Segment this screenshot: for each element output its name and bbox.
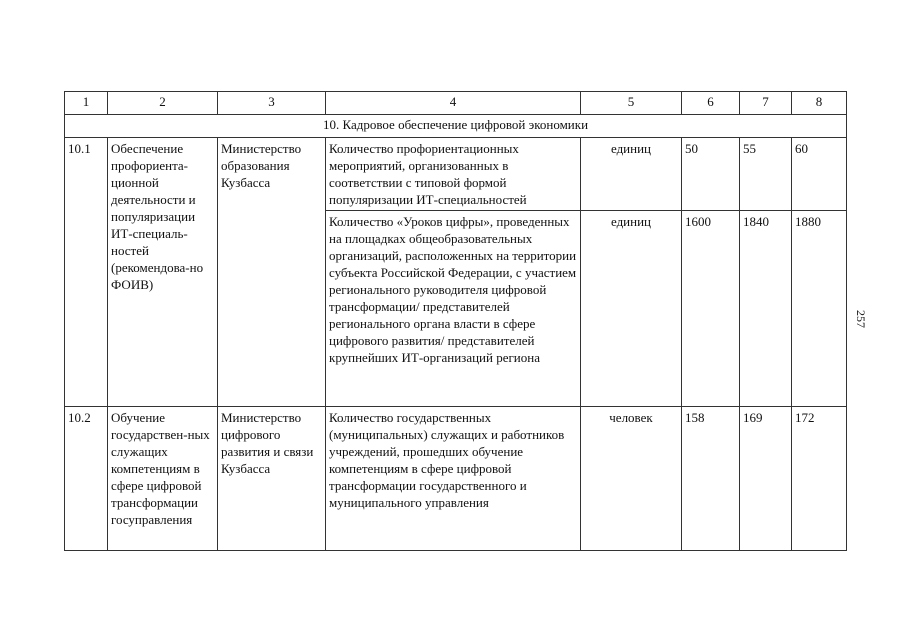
column-header: 5 — [581, 92, 682, 115]
row-number: 10.1 — [65, 138, 108, 407]
column-header: 4 — [326, 92, 581, 115]
indicator-cell: Количество государственных (муниципальных) служащих и работников учреждений, прошедших обучение компетенциям в сфере цифровой трансформации государственного и муниципального управления — [326, 407, 581, 551]
column-header: 3 — [218, 92, 326, 115]
value-cell: 169 — [740, 407, 792, 551]
unit-cell: человек — [581, 407, 682, 551]
column-header: 7 — [740, 92, 792, 115]
responsible-cell: Министерство цифрового развития и связи Кузбасса — [218, 407, 326, 551]
column-header: 8 — [792, 92, 847, 115]
value-cell: 1600 — [682, 211, 740, 407]
value-cell: 50 — [682, 138, 740, 211]
value-cell: 1840 — [740, 211, 792, 407]
section-row — [65, 115, 847, 138]
header-row — [65, 92, 847, 115]
measure-cell: Обеспечение профориента-ционной деятельности и популяризации ИТ-специаль-ностей (рекомендова-но ФОИВ) — [108, 138, 218, 407]
indicator-cell: Количество профориентационных мероприятий, организованных в соответствии с типовой формой популяризации ИТ-специальностей — [326, 138, 581, 211]
table-row — [65, 138, 847, 211]
value-cell: 172 — [792, 407, 847, 551]
column-header: 6 — [682, 92, 740, 115]
unit-cell: единиц — [581, 211, 682, 407]
value-cell: 1880 — [792, 211, 847, 407]
value-cell: 60 — [792, 138, 847, 211]
responsible-cell: Министерство образования Кузбасса — [218, 138, 326, 407]
unit-cell: единиц — [581, 138, 682, 211]
table-row — [65, 407, 847, 551]
indicator-cell: Количество «Уроков цифры», проведенных на площадках общеобразовательных организаций, расположенных на территории субъекта Российской Федерации, с участием регионального руководителя цифровой трансформации/ представителей регионального органа власти в сфере цифрового развития/ представителей крупнейших ИТ-организаций региона — [326, 211, 581, 407]
page-number: 257 — [854, 310, 868, 328]
value-cell: 55 — [740, 138, 792, 211]
document-table — [64, 91, 847, 551]
section-title: 10. Кадровое обеспечение цифровой экономики — [65, 115, 847, 138]
row-number: 10.2 — [65, 407, 108, 551]
column-header: 1 — [65, 92, 108, 115]
measure-cell: Обучение государствен-ных служащих компетенциям в сфере цифровой трансформации госуправления — [108, 407, 218, 551]
column-header: 2 — [108, 92, 218, 115]
value-cell: 158 — [682, 407, 740, 551]
